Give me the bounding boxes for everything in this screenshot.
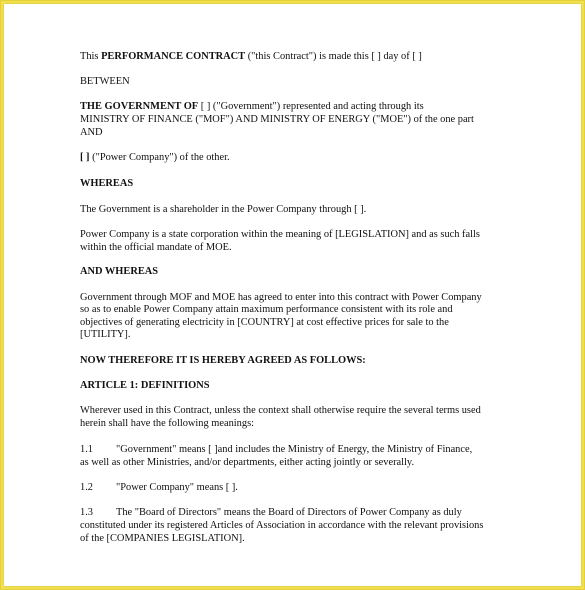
government-party-line1 <box>80 101 424 114</box>
state-corp-line1: Power Company is a state corporation within the meaning of [LEGISLATION] and as such falls <box>80 229 480 240</box>
wherever-line2: herein shall have the following meanings: <box>80 418 254 429</box>
whereas-heading <box>80 178 133 191</box>
wherever-line1: Wherever used in this Contract, unless the context shall otherwise require the several terms used <box>80 405 481 416</box>
and-whereas-heading-text: AND WHEREAS <box>80 266 159 277</box>
definition-1-1-number: 1.1 <box>80 444 93 455</box>
state-corp-line2: within the official mandate of MOE. <box>80 242 232 253</box>
definition-1-1-text: "Government" means [ ]and includes the Ministry of Energy, the Ministry of Finance, <box>116 444 473 455</box>
power-company-blank: [ ] <box>80 152 90 163</box>
article-1-heading-text: ARTICLE 1: DEFINITIONS <box>80 380 210 391</box>
definition-1-3-line3: of the [COMPANIES LEGISLATION]. <box>80 533 245 544</box>
now-therefore-heading <box>80 355 366 368</box>
whereas-heading-text: WHEREAS <box>80 178 134 189</box>
shareholder-paragraph: The Government is a shareholder in the Power Company through [ ]. <box>80 204 367 215</box>
agreed-line2: so as to enable Power Company attain maximum performance consistent with its role and <box>80 304 453 315</box>
intro-paragraph <box>80 51 422 64</box>
power-company-rest: ("Power Company") of the other. <box>89 152 230 163</box>
power-company-party <box>80 152 230 165</box>
government-party-rest: [ ] ("Government") represented and acting through its <box>198 101 424 112</box>
now-therefore-heading-text: NOW THEREFORE IT IS HEREBY AGREED AS FOLLOWS: <box>80 355 366 366</box>
intro-post: ("this Contract") is made this [ ] day of [ ] <box>245 51 422 62</box>
definition-1-3-text: The "Board of Directors" means the Board of Directors of Power Company as duly <box>116 507 462 518</box>
and-whereas-heading <box>80 266 158 279</box>
between-label: BETWEEN <box>80 76 130 87</box>
definition-1-3-line2: constituted under its registered Articles of Association in accordance with the relevant provisions <box>80 520 484 531</box>
agreed-line3: objectives of generating electricity in [COUNTRY] at cost effective prices for sale to the <box>80 317 449 328</box>
definition-1-1-line1 <box>80 444 472 457</box>
definition-1-2-text: "Power Company" means [ ]. <box>116 482 238 493</box>
agreed-line4: [UTILITY]. <box>80 329 131 340</box>
definition-1-3-line1 <box>80 507 462 520</box>
government-party-line3: AND <box>80 127 103 138</box>
definition-1-2 <box>80 482 238 495</box>
government-party-name: THE GOVERNMENT OF <box>80 101 199 112</box>
government-party-line2: MINISTRY OF FINANCE ("MOF") AND MINISTRY OF ENERGY ("MOE") of the one part <box>80 114 474 125</box>
agreed-line1: Government through MOF and MOE has agreed to enter into this contract with Power Company <box>80 292 482 303</box>
definition-1-2-number: 1.2 <box>80 482 93 493</box>
definition-1-3-number: 1.3 <box>80 507 93 518</box>
definition-1-1-line2: as well as other Ministries, and/or departments, either acting jointly or severally. <box>80 457 415 468</box>
article-1-heading <box>80 380 210 393</box>
document-page <box>4 4 581 586</box>
contract-title: PERFORMANCE CONTRACT <box>101 51 246 62</box>
intro-pre: This <box>80 51 102 62</box>
